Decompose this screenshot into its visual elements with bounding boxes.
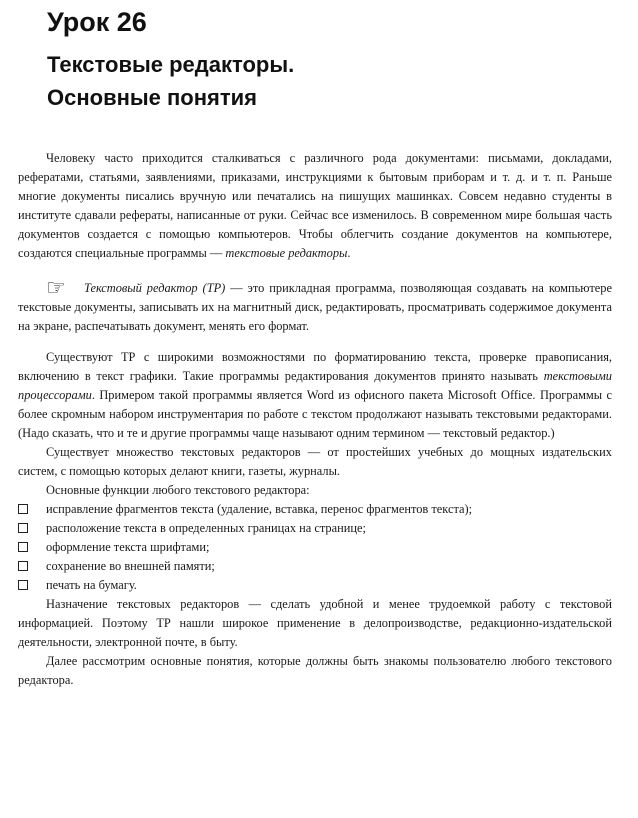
closing-paragraph: Далее рассмотрим основные понятия, которые должны быть знакомы пользователю любого текстового редактора. (18, 654, 612, 687)
definition-paragraph (18, 276, 612, 336)
checkbox-bullet-icon (18, 542, 28, 552)
intro-paragraph: Человеку часто приходится сталкиваться с различного рода документами: письмами, докладами, рефератами, статьями, заявлениями, приказами, инструкциями к бытовым приборам и т. д. и т. п. Раньше многие документы писались вручную или печатались на пишущих машинках. Совсем недавно студенты в институте сдавали рефераты, написанные от руки. Сейчас все изменилось. В современном мире большая часть документов создается с помощью компьютеров. Чтобы облегчить создание документов на компьютере, создаются специальные программы — текстовые редакторы. (18, 151, 612, 260)
checkbox-bullet-icon (18, 561, 28, 571)
checkbox-bullet-icon (18, 523, 28, 533)
term-text-editors: текстовые редакторы (225, 246, 348, 260)
title-line-2: Основные понятия (47, 85, 258, 110)
checkbox-bullet-icon (18, 580, 28, 590)
pointing-hand-icon: ☞ (46, 276, 66, 301)
purpose-paragraph: Назначение текстовых редакторов — сделать удобной и менее трудоемкой работу с текстовой информацией. Поэтому ТР нашли широкое применение в делопроизводстве, редакционно-издательской деятельности, электронной почте, в быту. (18, 597, 612, 649)
processors-paragraph: Существуют ТР с широкими возможностями по форматированию текста, проверке правописания, включению в текст графики. Такие программы редактирования документов принято называть текстовыми процессорами. Примером такой программы является Word из офисного пакета Microsoft Office. Программы с более скромным набором инструментария по работе с текстом продолжают называть текстовыми редакторами. (Надо сказать, что и те и другие программы чаще называют одним термином — текстовый редактор.) (18, 350, 612, 440)
term-text-processors: текстовыми процессорами (18, 369, 612, 402)
list-item: оформление текста шрифтами; (18, 538, 612, 557)
lesson-number: Урок 26 (47, 7, 147, 37)
list-item: печать на бумагу. (18, 576, 612, 595)
definition-text: — это прикладная программа, позволяющая создавать на компьютере текстовые документы, записывать их на магнитный диск, редактировать, просматривать содержимое документа на экране, распечатывать документ, менять его формат. (18, 281, 612, 333)
list-item: расположение текста в определенных границах на странице; (18, 519, 612, 538)
title-line-1: Текстовые редакторы. (47, 52, 295, 77)
definition-term: Текстовый редактор (ТР) (84, 281, 226, 295)
body-text (18, 149, 612, 690)
list-item: сохранение во внешней памяти; (18, 557, 612, 576)
checkbox-bullet-icon (18, 504, 28, 514)
functions-list (18, 500, 612, 595)
list-item: исправление фрагментов текста (удаление, вставка, перенос фрагментов текста); (18, 500, 612, 519)
page-title (47, 48, 294, 114)
variety-paragraph: Существует множество текстовых редакторов — от простейших учебных до мощных издательских систем, с помощью которых делают книги, газеты, журналы. (18, 445, 612, 478)
functions-heading: Основные функции любого текстового редактора: (46, 483, 310, 497)
